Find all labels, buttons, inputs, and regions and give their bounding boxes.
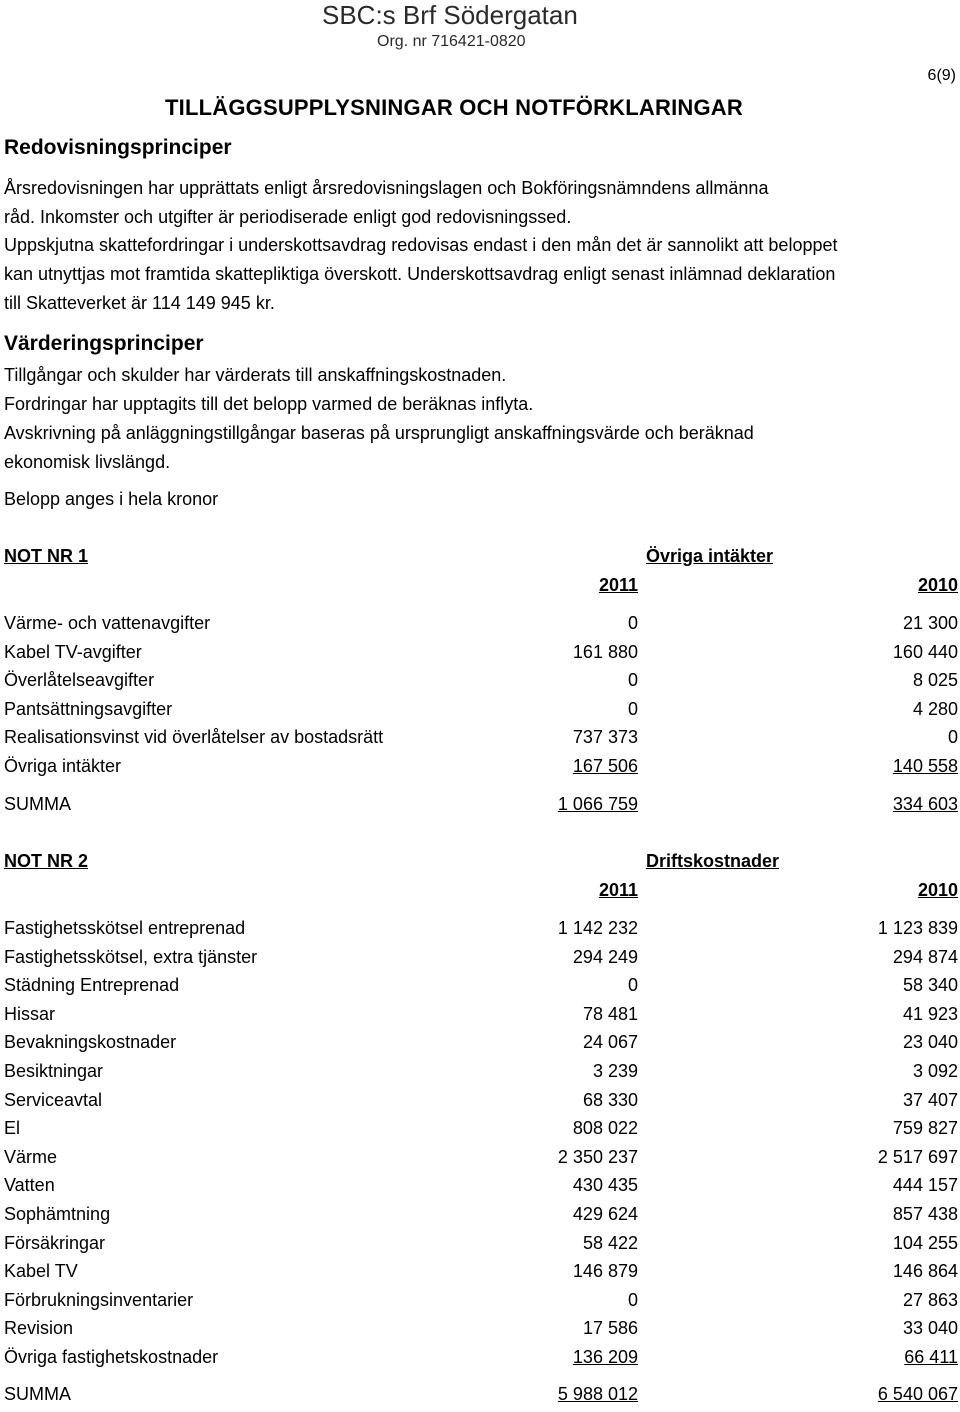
row-label: Förbrukningsinventarier	[4, 1289, 194, 1310]
row-label: Kabel TV-avgifter	[4, 641, 142, 662]
text-line: Tillgångar och skulder har värderats till anskaffningskostnaden.	[4, 365, 507, 385]
note-2-title: Driftskostnader	[646, 851, 780, 871]
row-label: Städning Entreprenad	[4, 975, 180, 996]
sum-value-2011: 1 066 759	[557, 794, 638, 814]
row-value-2010: 759 827	[892, 1118, 958, 1139]
row-value-2011: 3 239	[592, 1061, 638, 1081]
table-row	[0, 1347, 960, 1375]
row-value-2011: 136 209	[572, 1347, 638, 1367]
text-line: Fordringar har upptagits till det belopp varmed de beräknas inflyta.	[4, 394, 534, 414]
note-2-label: NOT NR 2	[4, 851, 89, 871]
row-value-2010: 27 863	[902, 1289, 958, 1310]
row-value-2011: 808 022	[572, 1118, 638, 1139]
table-row	[0, 947, 960, 975]
sum-label: SUMMA	[4, 794, 71, 814]
row-value-2010: 4 280	[912, 698, 958, 719]
row-label: Övriga fastighetskostnader	[4, 1347, 219, 1367]
row-value-2011: 430 435	[572, 1175, 638, 1196]
row-value-2010: 66 411	[904, 1347, 958, 1367]
note-2-year-2010: 2010	[917, 880, 958, 900]
row-value-2010: 146 864	[892, 1261, 958, 1282]
table-row	[0, 1004, 960, 1032]
row-value-2011: 58 422	[582, 1232, 638, 1253]
table-row	[0, 1318, 960, 1346]
row-value-2010: 2 517 697	[877, 1146, 958, 1167]
row-label: Serviceavtal	[4, 1089, 103, 1110]
table-row	[0, 918, 960, 946]
text-line: Avskrivning på anläggningstillgångar baseras på ursprungligt anskaffningsvärde och beräknad	[4, 423, 754, 443]
row-value-2010: 3 092	[912, 1061, 958, 1081]
row-value-2011: 2 350 237	[557, 1146, 638, 1167]
row-value-2010: 21 300	[902, 613, 958, 633]
organization-name: SBC:s Brf Södergatan	[322, 0, 578, 30]
table-row	[0, 727, 960, 755]
row-label: Övriga intäkter	[4, 756, 122, 776]
row-value-2010: 41 923	[902, 1003, 958, 1024]
row-label: Försäkringar	[4, 1232, 106, 1253]
row-value-2011: 0	[627, 698, 638, 719]
row-label: Bevakningskostnader	[4, 1032, 177, 1053]
row-value-2011: 167 506	[572, 756, 638, 776]
row-value-2010: 160 440	[892, 641, 958, 662]
table-row	[0, 1061, 960, 1089]
row-value-2010: 37 407	[902, 1089, 958, 1110]
row-value-2011: 737 373	[572, 727, 638, 748]
row-label: Sophämtning	[4, 1204, 111, 1224]
table-row	[0, 699, 960, 727]
text-line: Uppskjutna skattefordringar i underskottsavdrag redovisas endast i den mån det är sannolikt att beloppet	[4, 235, 838, 255]
note-1-label: NOT NR 1	[4, 546, 89, 566]
row-label: Vatten	[4, 1175, 55, 1196]
table-row	[0, 756, 960, 784]
note-1-year-2010: 2010	[917, 575, 958, 595]
row-label: Kabel TV	[4, 1261, 78, 1282]
sum-row	[0, 1384, 960, 1412]
table-row	[0, 642, 960, 670]
row-label: Värme- och vattenavgifter	[4, 613, 211, 633]
row-value-2011: 0	[627, 975, 638, 996]
row-value-2011: 429 624	[572, 1204, 638, 1224]
row-value-2010: 294 874	[892, 946, 958, 967]
row-value-2010: 140 558	[892, 756, 958, 776]
row-label: Revision	[4, 1318, 74, 1339]
table-row	[0, 670, 960, 698]
table-row	[0, 1032, 960, 1060]
page-number: 6(9)	[927, 67, 956, 84]
sum-value-2010: 334 603	[892, 794, 958, 814]
row-value-2011: 0	[627, 1289, 638, 1310]
paragraph-skattefordringar	[4, 231, 837, 318]
row-label: Fastighetsskötsel, extra tjänster	[4, 946, 258, 967]
section-heading-vardering: Värderingsprinciper	[4, 332, 204, 355]
text-line: Årsredovisningen har upprättats enligt årsredovisningslagen och Bokföringsnämndens allmänna	[4, 178, 769, 198]
row-value-2010: 58 340	[902, 975, 958, 996]
organization-number: Org. nr 716421-0820	[377, 33, 526, 50]
row-label: Överlåtelseavgifter	[4, 670, 155, 691]
row-value-2010: 104 255	[892, 1232, 958, 1253]
row-value-2010: 444 157	[892, 1175, 958, 1196]
document-title: TILLÄGGSUPPLYSNINGAR OCH NOTFÖRKLARINGAR	[165, 95, 743, 120]
sum-value-2011: 5 988 012	[557, 1384, 638, 1404]
row-value-2011: 17 586	[582, 1318, 638, 1339]
table-row	[0, 1118, 960, 1146]
row-value-2011: 294 249	[572, 946, 638, 967]
row-value-2010: 1 123 839	[877, 918, 958, 938]
row-label: El	[4, 1118, 21, 1139]
row-value-2011: 68 330	[582, 1089, 638, 1110]
note-1-title: Övriga intäkter	[646, 546, 774, 566]
note-2-year-2011: 2011	[598, 880, 638, 900]
table-row	[0, 975, 960, 1003]
note-1-year-2011: 2011	[598, 575, 638, 595]
row-value-2011: 0	[627, 670, 638, 691]
table-row	[0, 613, 960, 641]
row-label: Hissar	[4, 1003, 56, 1024]
text-line: ekonomisk livslängd.	[4, 452, 171, 472]
section-heading-redovisning: Redovisningsprinciper	[4, 136, 232, 159]
row-label: Pantsättningsavgifter	[4, 698, 173, 719]
text-line: råd. Inkomster och utgifter är periodiserade enligt god redovisningssed.	[4, 207, 572, 227]
sum-row	[0, 794, 960, 822]
row-label: Värme	[4, 1146, 58, 1167]
text-line: kan utnyttjas mot framtida skattepliktiga överskott. Underskottsavdrag enligt senast inlämnad deklaration	[4, 264, 836, 284]
table-row	[0, 1175, 960, 1203]
sum-value-2010: 6 540 067	[877, 1384, 958, 1404]
row-label: Realisationsvinst vid överlåtelser av bostadsrätt	[4, 727, 384, 748]
row-value-2010: 0	[947, 727, 958, 748]
row-value-2011: 78 481	[582, 1003, 638, 1024]
row-label: Fastighetsskötsel entreprenad	[4, 918, 246, 938]
paragraph-vardering	[4, 361, 754, 477]
amount-unit-note: Belopp anges i hela kronor	[4, 489, 219, 509]
sum-label: SUMMA	[4, 1384, 71, 1404]
table-row	[0, 1204, 960, 1232]
row-value-2011: 0	[627, 613, 638, 633]
row-value-2010: 23 040	[902, 1032, 958, 1053]
row-value-2011: 146 879	[572, 1261, 638, 1282]
text-line: till Skatteverket är 114 149 945 kr.	[4, 293, 275, 313]
row-value-2010: 857 438	[892, 1204, 958, 1224]
table-row	[0, 1233, 960, 1261]
row-value-2011: 161 880	[572, 641, 638, 662]
table-row	[0, 1147, 960, 1175]
row-value-2010: 33 040	[902, 1318, 958, 1339]
table-row	[0, 1261, 960, 1289]
table-row	[0, 1290, 960, 1318]
row-label: Besiktningar	[4, 1061, 104, 1081]
table-row	[0, 1090, 960, 1118]
paragraph-redovisning	[4, 174, 768, 232]
row-value-2010: 8 025	[912, 670, 958, 691]
row-value-2011: 24 067	[582, 1032, 638, 1053]
row-value-2011: 1 142 232	[557, 918, 638, 938]
